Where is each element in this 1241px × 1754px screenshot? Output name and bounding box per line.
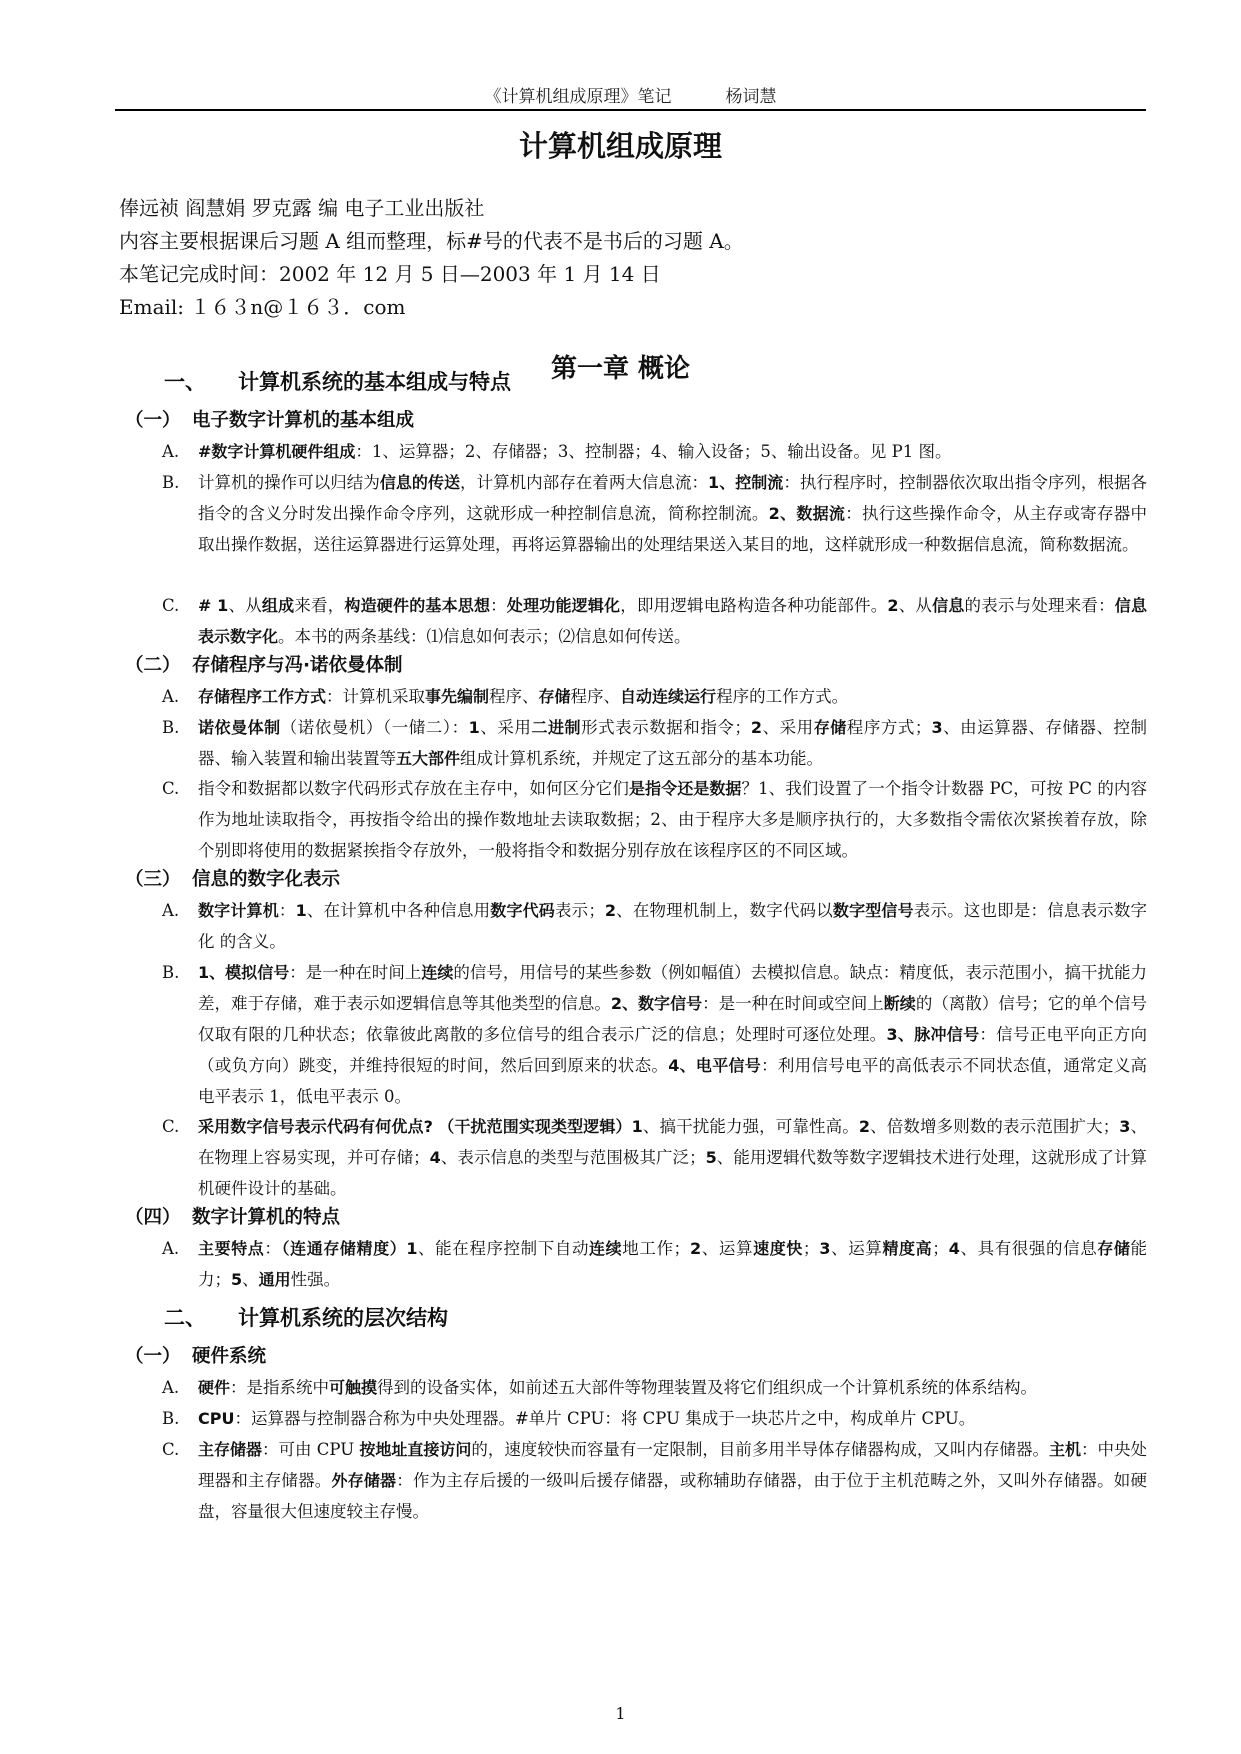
bold-text-run: 处理功能逻辑化: [506, 596, 621, 615]
item-text: [198, 1233, 1147, 1295]
text-run: 、能用逻辑代数等数字逻辑技术进行处理，这就形成了计算机硬件设计的基础。: [198, 1148, 1148, 1198]
bold-text-run: 精度高: [882, 1239, 933, 1258]
bold-text-run: 组成: [261, 596, 295, 615]
subsection-heading: [125, 406, 414, 432]
chapter-title: 第一章 概论: [550, 354, 691, 384]
subsection-number: （二）: [125, 655, 181, 676]
bold-text-run: 1: [631, 1117, 643, 1136]
subsection-title: 电子数字计算机的基本组成: [192, 410, 415, 431]
section-number: 一、: [164, 370, 206, 394]
list-item: [162, 1111, 1147, 1204]
bold-text-run: 3: [931, 718, 943, 737]
text-run: 表示；: [554, 901, 605, 920]
bold-text-run: 主机: [1048, 1440, 1081, 1459]
text-run: 、搞干扰能力强，可靠性高。: [642, 1117, 859, 1136]
bold-text-run: 存储: [538, 687, 571, 706]
text-run: ：是一种在时间上: [289, 963, 422, 982]
bold-text-run: 存储程序工作方式: [198, 687, 327, 706]
bold-text-run: 2、数据流: [768, 504, 846, 523]
text-run: 程序方式；: [846, 718, 932, 737]
bold-text-run: 连续: [421, 963, 454, 982]
item-text: [198, 1434, 1147, 1527]
list-item: [162, 1434, 1147, 1527]
text-run: 程序、: [489, 687, 539, 706]
bold-text-run: 2、数字信号: [610, 994, 703, 1013]
text-run: 的信号，用信号的某些参数（例如幅值）去模拟信息。缺点：精度低，表示范围小，搞干扰能力差，难于存储，难于表示如逻辑信息等其他类型的信息。: [198, 963, 1147, 1013]
text-run: （诺依曼机）（一储二）：: [280, 718, 469, 737]
text-run: ；: [802, 1239, 820, 1258]
bold-text-run: 信息: [932, 596, 965, 615]
bold-text-run: CPU: [198, 1409, 235, 1428]
item-letter: B.: [162, 718, 180, 737]
bold-text-run: 3: [819, 1239, 831, 1258]
bold-text-run: 1、模拟信号: [198, 963, 290, 982]
bold-text-run: （干扰范围实现类型逻辑）: [438, 1117, 632, 1136]
text-run: 地工作；: [622, 1239, 691, 1258]
subsection-title: 信息的数字化表示: [192, 869, 341, 890]
list-item: [162, 957, 1147, 1112]
list-item: [162, 773, 1147, 866]
header-rule: [115, 109, 1146, 111]
running-header: [115, 82, 1146, 107]
text-run: 计算机的操作可以归结为: [198, 473, 380, 492]
bold-text-run: 主存储器: [198, 1440, 263, 1459]
bold-text-run: 1、控制流: [708, 473, 784, 492]
item-letter: B.: [162, 1409, 180, 1428]
list-item: [162, 1403, 1147, 1434]
text-run: ：运算器与控制器合称为中央处理器。#单片 CPU：将 CPU 集成于一块芯片之中，构成单片 CPU。: [234, 1409, 976, 1428]
text-run: 。本书的两条基线：⑴信息如何表示；⑵信息如何传送。: [278, 627, 691, 646]
bold-text-run: 五大部件: [396, 749, 461, 768]
item-text: [198, 436, 1147, 467]
item-text: [198, 895, 1147, 957]
text-run: ；: [932, 1239, 949, 1258]
bold-text-run: （连通存储精度）: [281, 1239, 407, 1258]
text-run: 、运算: [701, 1239, 754, 1258]
text-run: ，计算机内部存在着两大信息流：: [460, 473, 709, 492]
text-run: ：: [278, 901, 296, 920]
bold-text-run: 3: [1119, 1117, 1131, 1136]
bold-text-run: 2: [858, 1117, 871, 1136]
bold-text-run: 外存储器: [331, 1471, 397, 1490]
bold-text-run: 二进制: [531, 718, 582, 737]
text-run: 、在计算机中各种信息用: [306, 901, 491, 920]
bold-text-run: 2: [750, 718, 763, 737]
text-run: 、运算: [830, 1239, 883, 1258]
list-item: [162, 436, 1147, 467]
text-run: ？1、我们设置了一个指令计数器 PC，可按 PC 的内容作为地址读取指令，再按指令给出的操作数地址去读取数据；2、由于程序大多是顺序执行的，大多数指令需依次紧挨着存放，除个别即将使用的数据紧挨指令存放外，一般将指令和数据分别存放在该程序区的不同区域。: [198, 779, 1147, 860]
item-text: [198, 773, 1147, 866]
text-run: ：: [490, 596, 507, 615]
bold-text-run: 采用数字信号表示代码有何优点?: [198, 1117, 433, 1136]
bold-text-run: 存储: [1097, 1239, 1131, 1258]
bold-text-run: 数字计算机: [198, 901, 279, 920]
item-letter: C.: [162, 1440, 180, 1459]
bold-text-run: 5: [705, 1148, 717, 1167]
text-run: ：信号正电平向正方向（或负方向）跳变，并维持很短的时间，然后回到原来的状态。: [198, 1025, 1148, 1075]
bold-text-run: 3、脉冲信号: [886, 1025, 980, 1044]
bold-text-run: 1: [468, 718, 480, 737]
bold-text-run: 5: [231, 1270, 243, 1289]
meta-completion-date: 本笔记完成时间：2002 年 12 月 5 日—2003 年 1 月 14 日: [119, 262, 661, 286]
bold-text-run: 4、电平信号: [668, 1056, 762, 1075]
section-title: 计算机系统的层次结构: [238, 1306, 448, 1330]
text-run: ：执行程序时，控制器依次取出指令序列，根据各指令的含义分时发出操作命令序列，这就形成一种控制信息流，简称控制流。: [198, 473, 1148, 523]
document-meta: [119, 192, 744, 324]
subsection-heading: [125, 865, 340, 891]
text-run: 、由运算器、存储器、控制器、输入装置和输出装置等: [198, 718, 1148, 768]
text-run: ：是指系统中: [230, 1378, 330, 1397]
list-item: [162, 1233, 1147, 1295]
bold-text-run: 数字代码: [490, 901, 555, 920]
header-author: 杨词慧: [725, 87, 777, 107]
subsection-heading: [125, 651, 403, 677]
text-run: ：计算机采取: [326, 687, 426, 706]
document-title: 计算机组成原理: [518, 129, 722, 163]
item-text: [198, 1403, 1147, 1434]
meta-authors: 俸远祯 阎慧娟 罗克露 编 电子工业出版社: [119, 196, 485, 220]
text-run: 指令和数据都以数字代码形式存放在主存中，如何区分它们: [198, 779, 629, 798]
subsection-number: （一）: [125, 410, 181, 431]
item-text: [198, 590, 1147, 652]
text-run: 、倍数增多则数的表示范围扩大；: [870, 1117, 1120, 1136]
bold-text-run: 断续: [883, 994, 916, 1013]
bold-text-run: 信息的传送: [379, 473, 461, 492]
list-item: [162, 681, 1147, 712]
item-text: [198, 1111, 1147, 1204]
text-run: 程序的工作方式。: [716, 687, 849, 706]
text-run: ：执行这些操作命令，从主存或寄存器中取出操作数据，送往运算器进行运算处理，再将运算器输出的处理结果送入某目的地，这样就形成一种数据信息流，简称数据流。: [198, 504, 1148, 554]
item-letter: B.: [162, 963, 180, 982]
text-run: ，即用逻辑电路构造各种功能部件。: [620, 596, 888, 615]
subsection-number: （一）: [125, 1346, 181, 1367]
bold-text-run: 2: [690, 1239, 702, 1258]
text-run: 形式表示数据和指令；: [581, 718, 751, 737]
text-run: 能力；: [198, 1239, 1147, 1289]
text-run: 、从: [228, 596, 262, 615]
text-run: 、能在程序控制下自动: [417, 1239, 590, 1258]
text-run: 、采用: [762, 718, 814, 737]
text-run: 的表示与处理来看：: [964, 596, 1115, 615]
text-run: 、在物理上容易实现，并可存储；: [198, 1117, 1147, 1167]
item-text: [198, 1372, 1147, 1403]
subsection-heading: [125, 1203, 340, 1229]
item-text: [198, 467, 1147, 560]
text-run: 来看，: [294, 596, 345, 615]
list-item: [162, 467, 1147, 560]
text-run: ：作为主存后援的一级叫后援存储器，或称辅助存储器，由于位于主机范畴之外，又叫外存储器。如硬盘，容量很大但速度较主存慢。: [198, 1471, 1147, 1521]
bold-text-run: 1: [295, 901, 307, 920]
page-number: 1: [615, 1704, 626, 1723]
bold-text-run: 硬件: [198, 1378, 231, 1397]
list-item: [162, 895, 1147, 957]
bold-text-run: 按地址直接访问: [359, 1440, 472, 1459]
subsection-title: 硬件系统: [192, 1346, 267, 1367]
text-run: 、具有很强的信息: [959, 1239, 1098, 1258]
list-item: [162, 1372, 1147, 1403]
item-text: [198, 681, 1147, 712]
subsection-title: 存储程序与冯·诺依曼体制: [192, 655, 403, 676]
bold-text-run: 速度快: [753, 1239, 803, 1258]
bold-text-run: 诺依曼体制: [198, 718, 281, 737]
bold-text-run: 1: [406, 1239, 418, 1258]
item-letter: A.: [162, 442, 180, 461]
text-run: 、在物理机制上，数字代码以: [615, 901, 833, 920]
subsection-heading: [125, 1342, 266, 1368]
bold-text-run: 事先编制: [425, 687, 490, 706]
item-text: [198, 712, 1147, 774]
text-run: 的（离散）信号；它的单个信号仅取有限的几种状态；依靠彼此离散的多位信号的组合表示广泛的信息；处理时可逐位处理。: [198, 994, 1148, 1044]
bold-text-run: 是指令还是数据: [628, 779, 742, 798]
bold-text-run: 自动连续运行: [620, 687, 717, 706]
bold-text-run: 连续: [589, 1239, 623, 1258]
item-letter: C.: [162, 779, 180, 798]
subsection-number: （四）: [125, 1207, 181, 1228]
bold-text-run: 构造硬件的基本思想: [344, 596, 491, 615]
subsection-title: 数字计算机的特点: [192, 1207, 341, 1228]
item-letter: C.: [162, 1117, 180, 1136]
text-run: 、表示信息的类型与范围极其广泛；: [440, 1148, 706, 1167]
text-run: 、从: [898, 596, 933, 615]
bold-text-run: #数字计算机硬件组成: [198, 442, 356, 461]
bold-text-run: 信息表示数字化: [198, 596, 1147, 646]
bold-text-run: 存储: [813, 718, 847, 737]
list-item: [162, 590, 1147, 652]
text-run: ：可由 CPU: [262, 1440, 360, 1459]
subsection-number: （三）: [125, 869, 181, 890]
meta-description: 内容主要根据课后习题 A 组而整理，标#号的代表不是书后的习题 A。: [119, 229, 744, 253]
item-letter: A.: [162, 901, 180, 920]
bold-text-run: 2: [604, 901, 616, 920]
text-run: 组成计算机系统，并规定了这五部分的基本功能。: [460, 749, 824, 768]
header-book-title: 《计算机组成原理》笔记: [484, 87, 672, 107]
section-number: 二、: [164, 1306, 206, 1330]
bold-text-run: # 1: [198, 596, 229, 615]
text-run: 、: [242, 1270, 259, 1289]
text-run: 得到的设备实体，如前述五大部件等物理装置及将它们组织成一个计算机系统的体系结构。: [377, 1378, 1038, 1397]
item-letter: B.: [162, 473, 180, 492]
text-run: ：1、运算器；2、存储器；3、控制器；4、输入设备；5、输出设备。见 P1 图。: [355, 442, 952, 461]
text-run: ：: [264, 1239, 282, 1258]
item-letter: A.: [162, 1239, 180, 1258]
text-run: 程序、: [570, 687, 621, 706]
section-heading: [164, 366, 511, 396]
text-run: ：是一种在时间或空间上: [702, 994, 884, 1013]
item-letter: A.: [162, 687, 180, 706]
bold-text-run: 可触摸: [329, 1378, 378, 1397]
bold-text-run: 2: [887, 596, 899, 615]
item-letter: C.: [162, 596, 180, 615]
text-run: 的，速度较快而容量有一定限制，目前多用半导体存储器构成，又叫内存储器。: [471, 1440, 1049, 1459]
meta-email: Email: １６３n@１６３．com: [119, 295, 406, 319]
section-heading: [164, 1302, 448, 1332]
item-letter: A.: [162, 1378, 180, 1397]
bold-text-run: 主要特点: [198, 1239, 265, 1258]
text-run: 性强。: [290, 1270, 341, 1289]
text-run: ：中央处理器和主存储器。: [198, 1440, 1147, 1490]
text-run: ：利用信号电平的高低表示不同状态值，通常定义高电平表示 1，低电平表示 0。: [198, 1056, 1148, 1106]
bold-text-run: 数字型信号: [832, 901, 914, 920]
item-text: [198, 957, 1147, 1112]
text-run: 表示。这也即是：信息表示数字化 的含义。: [198, 901, 1148, 951]
bold-text-run: 通用: [258, 1270, 291, 1289]
text-run: 、采用: [479, 718, 532, 737]
bold-text-run: 4: [429, 1148, 441, 1167]
bold-text-run: 4: [948, 1239, 960, 1258]
section-title: 计算机系统的基本组成与特点: [238, 370, 511, 394]
list-item: [162, 712, 1147, 774]
